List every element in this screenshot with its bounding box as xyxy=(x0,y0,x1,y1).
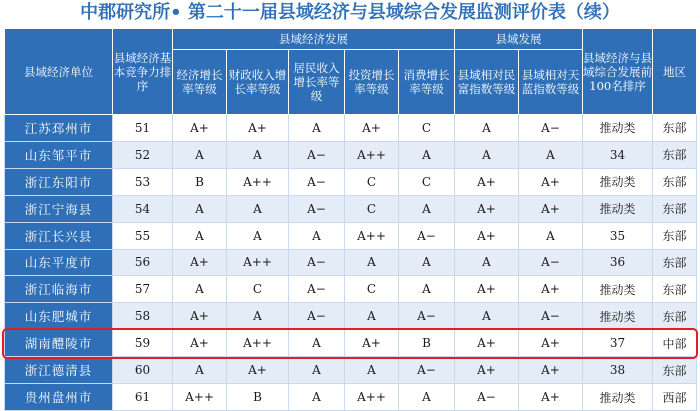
cell-invest: C xyxy=(345,276,399,303)
header-unit: 县域经济单位 xyxy=(5,29,113,115)
cell-econ: A+ xyxy=(173,330,227,357)
cell-sky: A− xyxy=(519,249,583,276)
cell-fiscal: A+ xyxy=(227,357,289,384)
cell-unit: 山东平度市 xyxy=(5,249,113,276)
cell-sky: A+ xyxy=(519,330,583,357)
cell-top: 推动类 xyxy=(583,168,653,195)
cell-rank: 56 xyxy=(113,249,173,276)
cell-unit: 山东邹平市 xyxy=(5,141,113,168)
page-title: 中郡研究所• 第二十一届县域经济与县域综合发展监测评价表（续） xyxy=(80,2,620,23)
header-rank: 县域经济基本竞争力排序 xyxy=(113,29,173,115)
cell-income: A− xyxy=(289,303,345,330)
cell-invest: C xyxy=(345,168,399,195)
evaluation-table xyxy=(4,28,697,411)
cell-consume: A xyxy=(399,249,455,276)
table-row xyxy=(5,330,697,357)
cell-sky: A− xyxy=(519,115,583,142)
table-row xyxy=(5,195,697,222)
cell-top: 推动类 xyxy=(583,115,653,142)
cell-income: A xyxy=(289,115,345,142)
cell-consume: A− xyxy=(399,357,455,384)
cell-region: 东部 xyxy=(653,357,697,384)
cell-consume: A− xyxy=(399,222,455,249)
cell-top: 推动类 xyxy=(583,276,653,303)
cell-sky: A− xyxy=(519,303,583,330)
cell-unit: 江苏邳州市 xyxy=(5,115,113,142)
table-row xyxy=(5,115,697,142)
cell-wealth: A+ xyxy=(455,168,519,195)
cell-region: 东部 xyxy=(653,168,697,195)
cell-wealth: A+ xyxy=(455,330,519,357)
cell-econ: A+ xyxy=(173,249,227,276)
header-income-growth: 居民收入增长率等级 xyxy=(289,50,345,115)
cell-region: 东部 xyxy=(653,141,697,168)
cell-income: A xyxy=(289,330,345,357)
cell-top: 推动类 xyxy=(583,384,653,411)
cell-econ: A+ xyxy=(173,115,227,142)
cell-income: A− xyxy=(289,141,345,168)
cell-rank: 52 xyxy=(113,141,173,168)
cell-econ: A++ xyxy=(173,384,227,411)
cell-sky: A+ xyxy=(519,168,583,195)
cell-fiscal: A++ xyxy=(227,168,289,195)
table-row xyxy=(5,357,697,384)
header-econ-group: 县域经济发展 xyxy=(173,29,455,50)
cell-invest: C xyxy=(345,195,399,222)
cell-consume: A− xyxy=(399,303,455,330)
cell-unit: 浙江长兴县 xyxy=(5,222,113,249)
cell-region: 东部 xyxy=(653,222,697,249)
cell-fiscal: A xyxy=(227,195,289,222)
cell-invest: A xyxy=(345,303,399,330)
cell-econ: A xyxy=(173,141,227,168)
cell-wealth: A− xyxy=(455,384,519,411)
cell-top: 34 xyxy=(583,141,653,168)
cell-consume: C xyxy=(399,115,455,142)
cell-unit: 山东肥城市 xyxy=(5,303,113,330)
cell-sky: A+ xyxy=(519,357,583,384)
header-sky-index: 县域相对天蓝指数等级 xyxy=(519,50,583,115)
table-row xyxy=(5,303,697,330)
cell-wealth: A+ xyxy=(455,195,519,222)
cell-consume: A xyxy=(399,141,455,168)
cell-unit: 浙江东阳市 xyxy=(5,168,113,195)
cell-consume: A xyxy=(399,195,455,222)
cell-sky: A xyxy=(519,222,583,249)
table-row xyxy=(5,222,697,249)
cell-fiscal: A+ xyxy=(227,115,289,142)
cell-wealth: A xyxy=(455,141,519,168)
cell-rank: 53 xyxy=(113,168,173,195)
cell-rank: 51 xyxy=(113,115,173,142)
table-row xyxy=(5,141,697,168)
cell-wealth: A+ xyxy=(455,276,519,303)
cell-top: 37 xyxy=(583,330,653,357)
cell-top: 推动类 xyxy=(583,195,653,222)
table-row xyxy=(5,276,697,303)
cell-econ: A xyxy=(173,195,227,222)
cell-region: 中部 xyxy=(653,330,697,357)
cell-rank: 60 xyxy=(113,357,173,384)
cell-region: 西部 xyxy=(653,384,697,411)
cell-region: 东部 xyxy=(653,115,697,142)
cell-top: 推动类 xyxy=(583,303,653,330)
cell-income: A xyxy=(289,222,345,249)
cell-top: 38 xyxy=(583,357,653,384)
cell-region: 东部 xyxy=(653,276,697,303)
cell-sky: A xyxy=(519,141,583,168)
cell-income: A− xyxy=(289,276,345,303)
cell-unit: 浙江宁海县 xyxy=(5,195,113,222)
header-top100: 县域经济与县域综合发展前100名排序 xyxy=(583,29,653,115)
cell-consume: B xyxy=(399,330,455,357)
cell-unit: 浙江德清县 xyxy=(5,357,113,384)
cell-income: A− xyxy=(289,168,345,195)
cell-consume: C xyxy=(399,168,455,195)
cell-wealth: A+ xyxy=(455,222,519,249)
cell-income: A− xyxy=(289,249,345,276)
cell-invest: A xyxy=(345,249,399,276)
cell-econ: B xyxy=(173,168,227,195)
table-row xyxy=(5,168,697,195)
header-consume-growth: 消费增长率等级 xyxy=(399,50,455,115)
cell-rank: 58 xyxy=(113,303,173,330)
cell-invest: A xyxy=(345,357,399,384)
cell-income: A− xyxy=(289,195,345,222)
cell-region: 东部 xyxy=(653,303,697,330)
cell-econ: A xyxy=(173,357,227,384)
cell-rank: 61 xyxy=(113,384,173,411)
cell-econ: A xyxy=(173,222,227,249)
cell-rank: 55 xyxy=(113,222,173,249)
cell-sky: A+ xyxy=(519,384,583,411)
cell-rank: 54 xyxy=(113,195,173,222)
cell-rank: 59 xyxy=(113,330,173,357)
cell-unit: 浙江临海市 xyxy=(5,276,113,303)
header-county-group: 县域发展 xyxy=(455,29,583,50)
cell-unit: 贵州盘州市 xyxy=(5,384,113,411)
cell-region: 东部 xyxy=(653,249,697,276)
cell-fiscal: A++ xyxy=(227,330,289,357)
header-wealth-index: 县域相对民富指数等级 xyxy=(455,50,519,115)
cell-region: 东部 xyxy=(653,195,697,222)
header-fiscal-growth: 财政收入增长率等级 xyxy=(227,50,289,115)
table-row xyxy=(5,384,697,411)
cell-consume: A xyxy=(399,276,455,303)
cell-fiscal: A++ xyxy=(227,249,289,276)
cell-wealth: A xyxy=(455,115,519,142)
cell-income: A xyxy=(289,357,345,384)
cell-invest: A++ xyxy=(345,384,399,411)
cell-fiscal: A xyxy=(227,303,289,330)
cell-sky: A+ xyxy=(519,195,583,222)
cell-invest: A+ xyxy=(345,330,399,357)
cell-invest: A+ xyxy=(345,115,399,142)
table-row xyxy=(5,249,697,276)
cell-invest: A++ xyxy=(345,222,399,249)
cell-invest: A++ xyxy=(345,141,399,168)
cell-sky: A+ xyxy=(519,276,583,303)
header-invest-growth: 投资增长率等级 xyxy=(345,50,399,115)
cell-unit: 湖南醴陵市 xyxy=(5,330,113,357)
cell-fiscal: C xyxy=(227,276,289,303)
cell-fiscal: A xyxy=(227,222,289,249)
cell-fiscal: B xyxy=(227,384,289,411)
cell-econ: A+ xyxy=(173,303,227,330)
cell-fiscal: A xyxy=(227,141,289,168)
cell-top: 35 xyxy=(583,222,653,249)
cell-wealth: A xyxy=(455,249,519,276)
cell-consume: A xyxy=(399,384,455,411)
cell-wealth: A xyxy=(455,303,519,330)
header-region: 地区 xyxy=(653,29,697,115)
cell-rank: 57 xyxy=(113,276,173,303)
cell-econ: A xyxy=(173,276,227,303)
cell-income: A xyxy=(289,384,345,411)
cell-top: 36 xyxy=(583,249,653,276)
cell-wealth: A+ xyxy=(455,357,519,384)
header-econ-growth: 经济增长率等级 xyxy=(173,50,227,115)
